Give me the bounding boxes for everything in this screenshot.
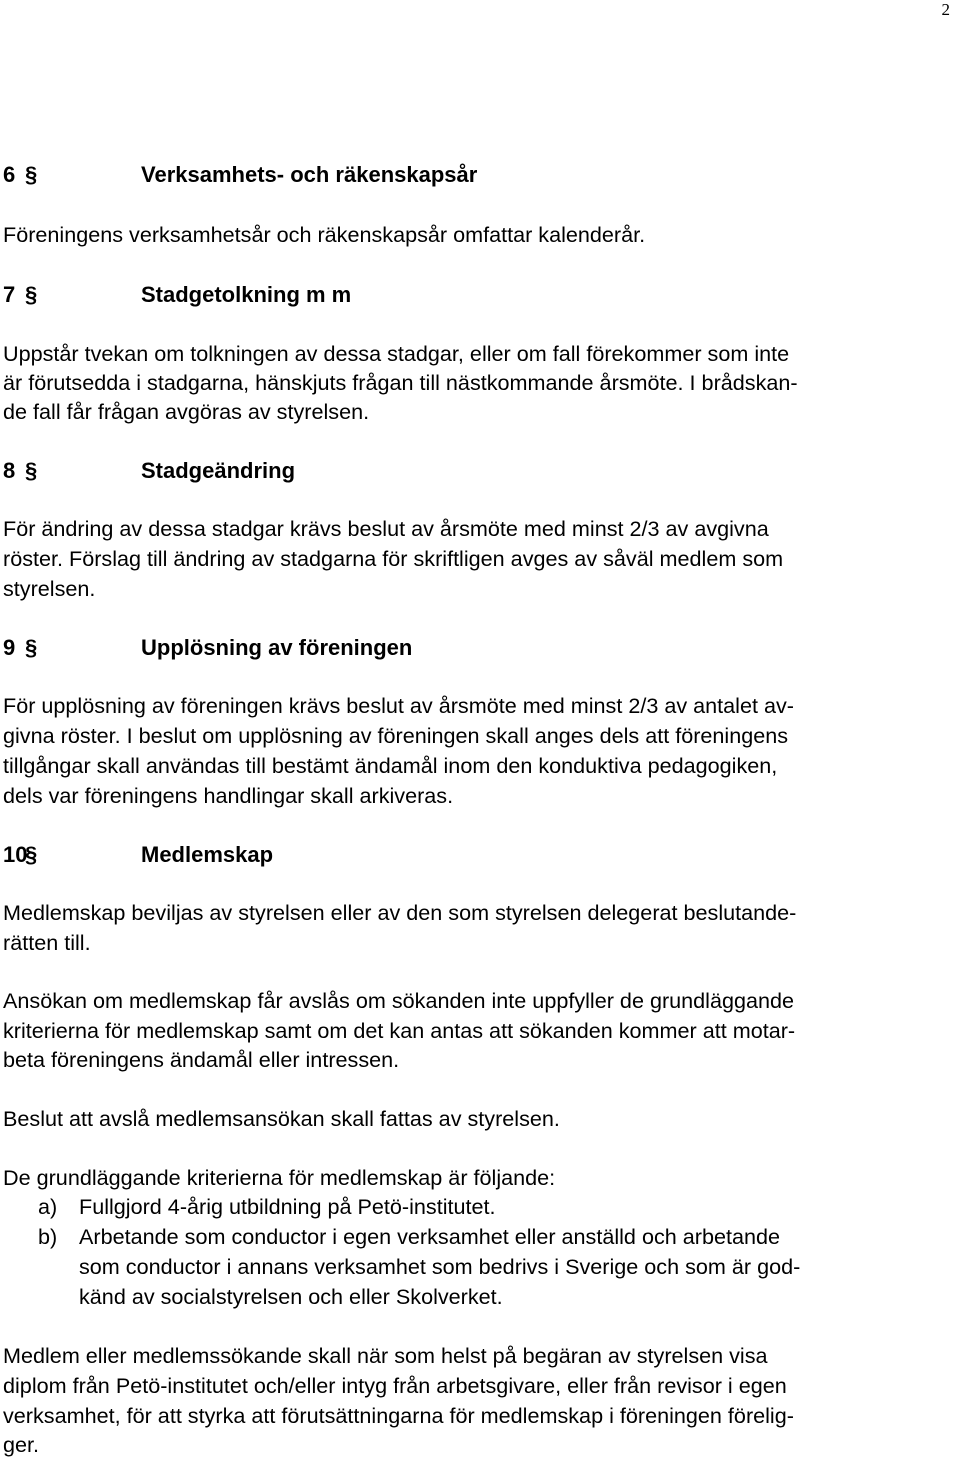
section-symbol: § [25, 842, 38, 867]
section-number: 10 [3, 842, 28, 867]
section-number: 8 [3, 458, 16, 483]
text-line: givna röster. I beslut om upplösning av föreningen skall anges dels att föreningens [3, 723, 789, 748]
list-item-text: Fullgjord 4-årig utbildning på Petö-institutet. [79, 1194, 496, 1219]
section-title: Upplösning av föreningen [141, 635, 413, 660]
text-line: De grundläggande kriterierna för medlemskap är följande: [3, 1165, 556, 1190]
text-line: dels var föreningens handlingar skall arkiveras. [3, 783, 454, 808]
section-number: 9 [3, 635, 16, 660]
text-line: röster. Förslag till ändring av stadgarna för skriftligen avges av såväl medlem som [3, 546, 784, 571]
list-item-text: känd av socialstyrelsen och eller Skolverket. [79, 1284, 503, 1309]
list-item-text: Arbetande som conductor i egen verksamhet eller anställd och arbetande [79, 1224, 781, 1249]
section-title: Stadgeändring [141, 458, 296, 483]
text-line: Beslut att avslå medlemsansökan skall fattas av styrelsen. [3, 1106, 560, 1131]
section-symbol: § [25, 162, 38, 187]
section-symbol: § [25, 458, 38, 483]
text-line: beta föreningens ändamål eller intressen. [3, 1047, 400, 1072]
section-title: Verksamhets- och räkenskapsår [141, 162, 478, 187]
text-line: För ändring av dessa stadgar krävs beslut av årsmöte med minst 2/3 av avgivna [3, 516, 769, 541]
text-line: är förutsedda i stadgarna, hänskjuts frågan till nästkommande årsmöte. I brådskan- [3, 370, 798, 395]
text-line: Uppstår tvekan om tolkningen av dessa stadgar, eller om fall förekommer som inte [3, 341, 790, 366]
page-number: 2 [941, 0, 950, 19]
text-line: Medlem eller medlemssökande skall när som helst på begäran av styrelsen visa [3, 1343, 768, 1368]
text-line: diplom från Petö-institutet och/eller intyg från arbetsgivare, eller från revisor i egen [3, 1373, 787, 1398]
list-item-text: som conductor i annans verksamhet som bedrivs i Sverige och som är god- [79, 1254, 801, 1279]
section-number: 7 [3, 282, 16, 307]
text-line: rätten till. [3, 930, 91, 955]
text-line: Medlemskap beviljas av styrelsen eller av den som styrelsen delegerat beslutande- [3, 900, 797, 925]
text-line: tillgångar skall användas till bestämt ändamål inom den konduktiva pedagogiken, [3, 753, 778, 778]
text-line: verksamhet, för att styrka att förutsättningarna för medlemskap i föreningen förelig- [3, 1403, 794, 1428]
text-line: För upplösning av föreningen krävs beslut av årsmöte med minst 2/3 av antalet av- [3, 693, 794, 718]
list-item-label: b) [38, 1224, 58, 1249]
section-title: Stadgetolkning m m [141, 282, 352, 307]
text-line: de fall får frågan avgöras av styrelsen. [3, 399, 370, 424]
text-line: Föreningens verksamhetsår och räkenskapsår omfattar kalenderår. [3, 222, 646, 247]
text-line: ger. [3, 1432, 40, 1457]
text-line: styrelsen. [3, 576, 96, 601]
section-number: 6 [3, 162, 16, 187]
section-symbol: § [25, 635, 38, 660]
section-title: Medlemskap [141, 842, 274, 867]
list-item-label: a) [38, 1194, 58, 1219]
section-symbol: § [25, 282, 38, 307]
text-line: Ansökan om medlemskap får avslås om sökanden inte uppfyller de grundläggande [3, 988, 795, 1013]
text-line: kriterierna för medlemskap samt om det kan antas att sökanden kommer att motar- [3, 1018, 796, 1043]
